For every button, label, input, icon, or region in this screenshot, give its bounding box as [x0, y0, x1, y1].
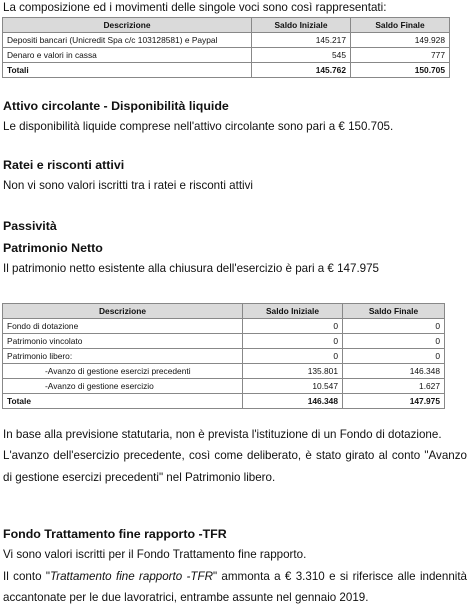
- row-description: -Avanzo di gestione esercizi precedenti: [3, 364, 243, 379]
- row-description: Depositi bancari (Unicredit Spa c/c 103128581) e Paypal: [3, 33, 252, 48]
- table-total-row: [3, 63, 450, 78]
- equity-table: [2, 303, 445, 409]
- column-header: Saldo Finale: [343, 304, 445, 319]
- intro-text: La composizione ed i movimenti delle singole voci sono così rappresentati:: [3, 1, 387, 14]
- column-header: Descrizione: [3, 304, 243, 319]
- column-header: Descrizione: [3, 18, 252, 33]
- table-row: [3, 379, 445, 394]
- row-final-balance: 777: [351, 48, 450, 63]
- row-description: Fondo di dotazione: [3, 319, 243, 334]
- tfr-text-2: [3, 570, 467, 584]
- table-row: [3, 319, 445, 334]
- tfr-text-1: Vi sono valori iscritti per il Fondo Trattamento fine rapporto.: [3, 548, 307, 561]
- patrimonio-text: Il patrimonio netto esistente alla chiusura dell'esercizio è pari a € 147.975: [3, 262, 380, 275]
- statuto-line-1: In base alla previsione statutaria, non è prevista l'istituzione di un Fondo di dotazione.: [3, 428, 442, 441]
- total-label: Totale: [3, 394, 243, 409]
- row-initial-balance: 135.801: [243, 364, 343, 379]
- statuto-line-2: L'avanzo dell'esercizio precedente, così come deliberato, è stato girato al conto "Avanzo: [3, 449, 467, 462]
- row-description: Denaro e valori in cassa: [3, 48, 252, 63]
- total-initial-balance: 145.762: [252, 63, 351, 78]
- table-total-row: [3, 394, 445, 409]
- row-initial-balance: 0: [243, 349, 343, 364]
- total-label: Totali: [3, 63, 252, 78]
- column-header: Saldo Finale: [351, 18, 450, 33]
- liquidity-table: [2, 17, 450, 78]
- row-description: Patrimonio libero:: [3, 349, 243, 364]
- passivita-heading: Passività: [3, 219, 57, 233]
- tfr-text-2-prefix: Il conto ": [3, 570, 50, 583]
- ratei-heading: Ratei e risconti attivi: [3, 158, 125, 172]
- column-header: Saldo Iniziale: [243, 304, 343, 319]
- tfr-account-name: Trattamento fine rapporto -TFR: [49, 570, 213, 583]
- statuto-line-3: di gestione esercizi precedenti" nel Patrimonio libero.: [3, 471, 276, 484]
- table-header-row: [3, 304, 445, 319]
- tfr-text-2-suffix: " ammonta a € 3.310 e si riferisce alle indennità: [212, 570, 468, 583]
- row-initial-balance: 145.217: [252, 33, 351, 48]
- row-final-balance: 1.627: [343, 379, 445, 394]
- total-final-balance: 147.975: [343, 394, 445, 409]
- row-final-balance: 0: [343, 349, 445, 364]
- row-initial-balance: 10.547: [243, 379, 343, 394]
- table-row: [3, 33, 450, 48]
- total-final-balance: 150.705: [351, 63, 450, 78]
- row-final-balance: 149.928: [351, 33, 450, 48]
- table-row: [3, 349, 445, 364]
- table-row: [3, 48, 450, 63]
- attivo-text: Le disponibilità liquide comprese nell'attivo circolante sono pari a € 150.705.: [3, 120, 394, 133]
- row-initial-balance: 0: [243, 319, 343, 334]
- table-row: [3, 334, 445, 349]
- ratei-text: Non vi sono valori iscritti tra i ratei e risconti attivi: [3, 179, 253, 192]
- row-description: -Avanzo di gestione esercizio: [3, 379, 243, 394]
- table-header-row: [3, 18, 450, 33]
- column-header: Saldo Iniziale: [252, 18, 351, 33]
- row-final-balance: 0: [343, 334, 445, 349]
- row-initial-balance: 0: [243, 334, 343, 349]
- row-description: Patrimonio vincolato: [3, 334, 243, 349]
- total-initial-balance: 146.348: [243, 394, 343, 409]
- row-initial-balance: 545: [252, 48, 351, 63]
- attivo-heading: Attivo circolante - Disponibilità liquide: [3, 99, 229, 113]
- table-row: [3, 364, 445, 379]
- tfr-heading: Fondo Trattamento fine rapporto -TFR: [3, 527, 227, 541]
- tfr-text-3: accantonate per le due lavoratrici, entrambe assunte nel gennaio 2019.: [3, 591, 369, 604]
- patrimonio-netto-heading: Patrimonio Netto: [3, 241, 103, 255]
- row-final-balance: 0: [343, 319, 445, 334]
- row-final-balance: 146.348: [343, 364, 445, 379]
